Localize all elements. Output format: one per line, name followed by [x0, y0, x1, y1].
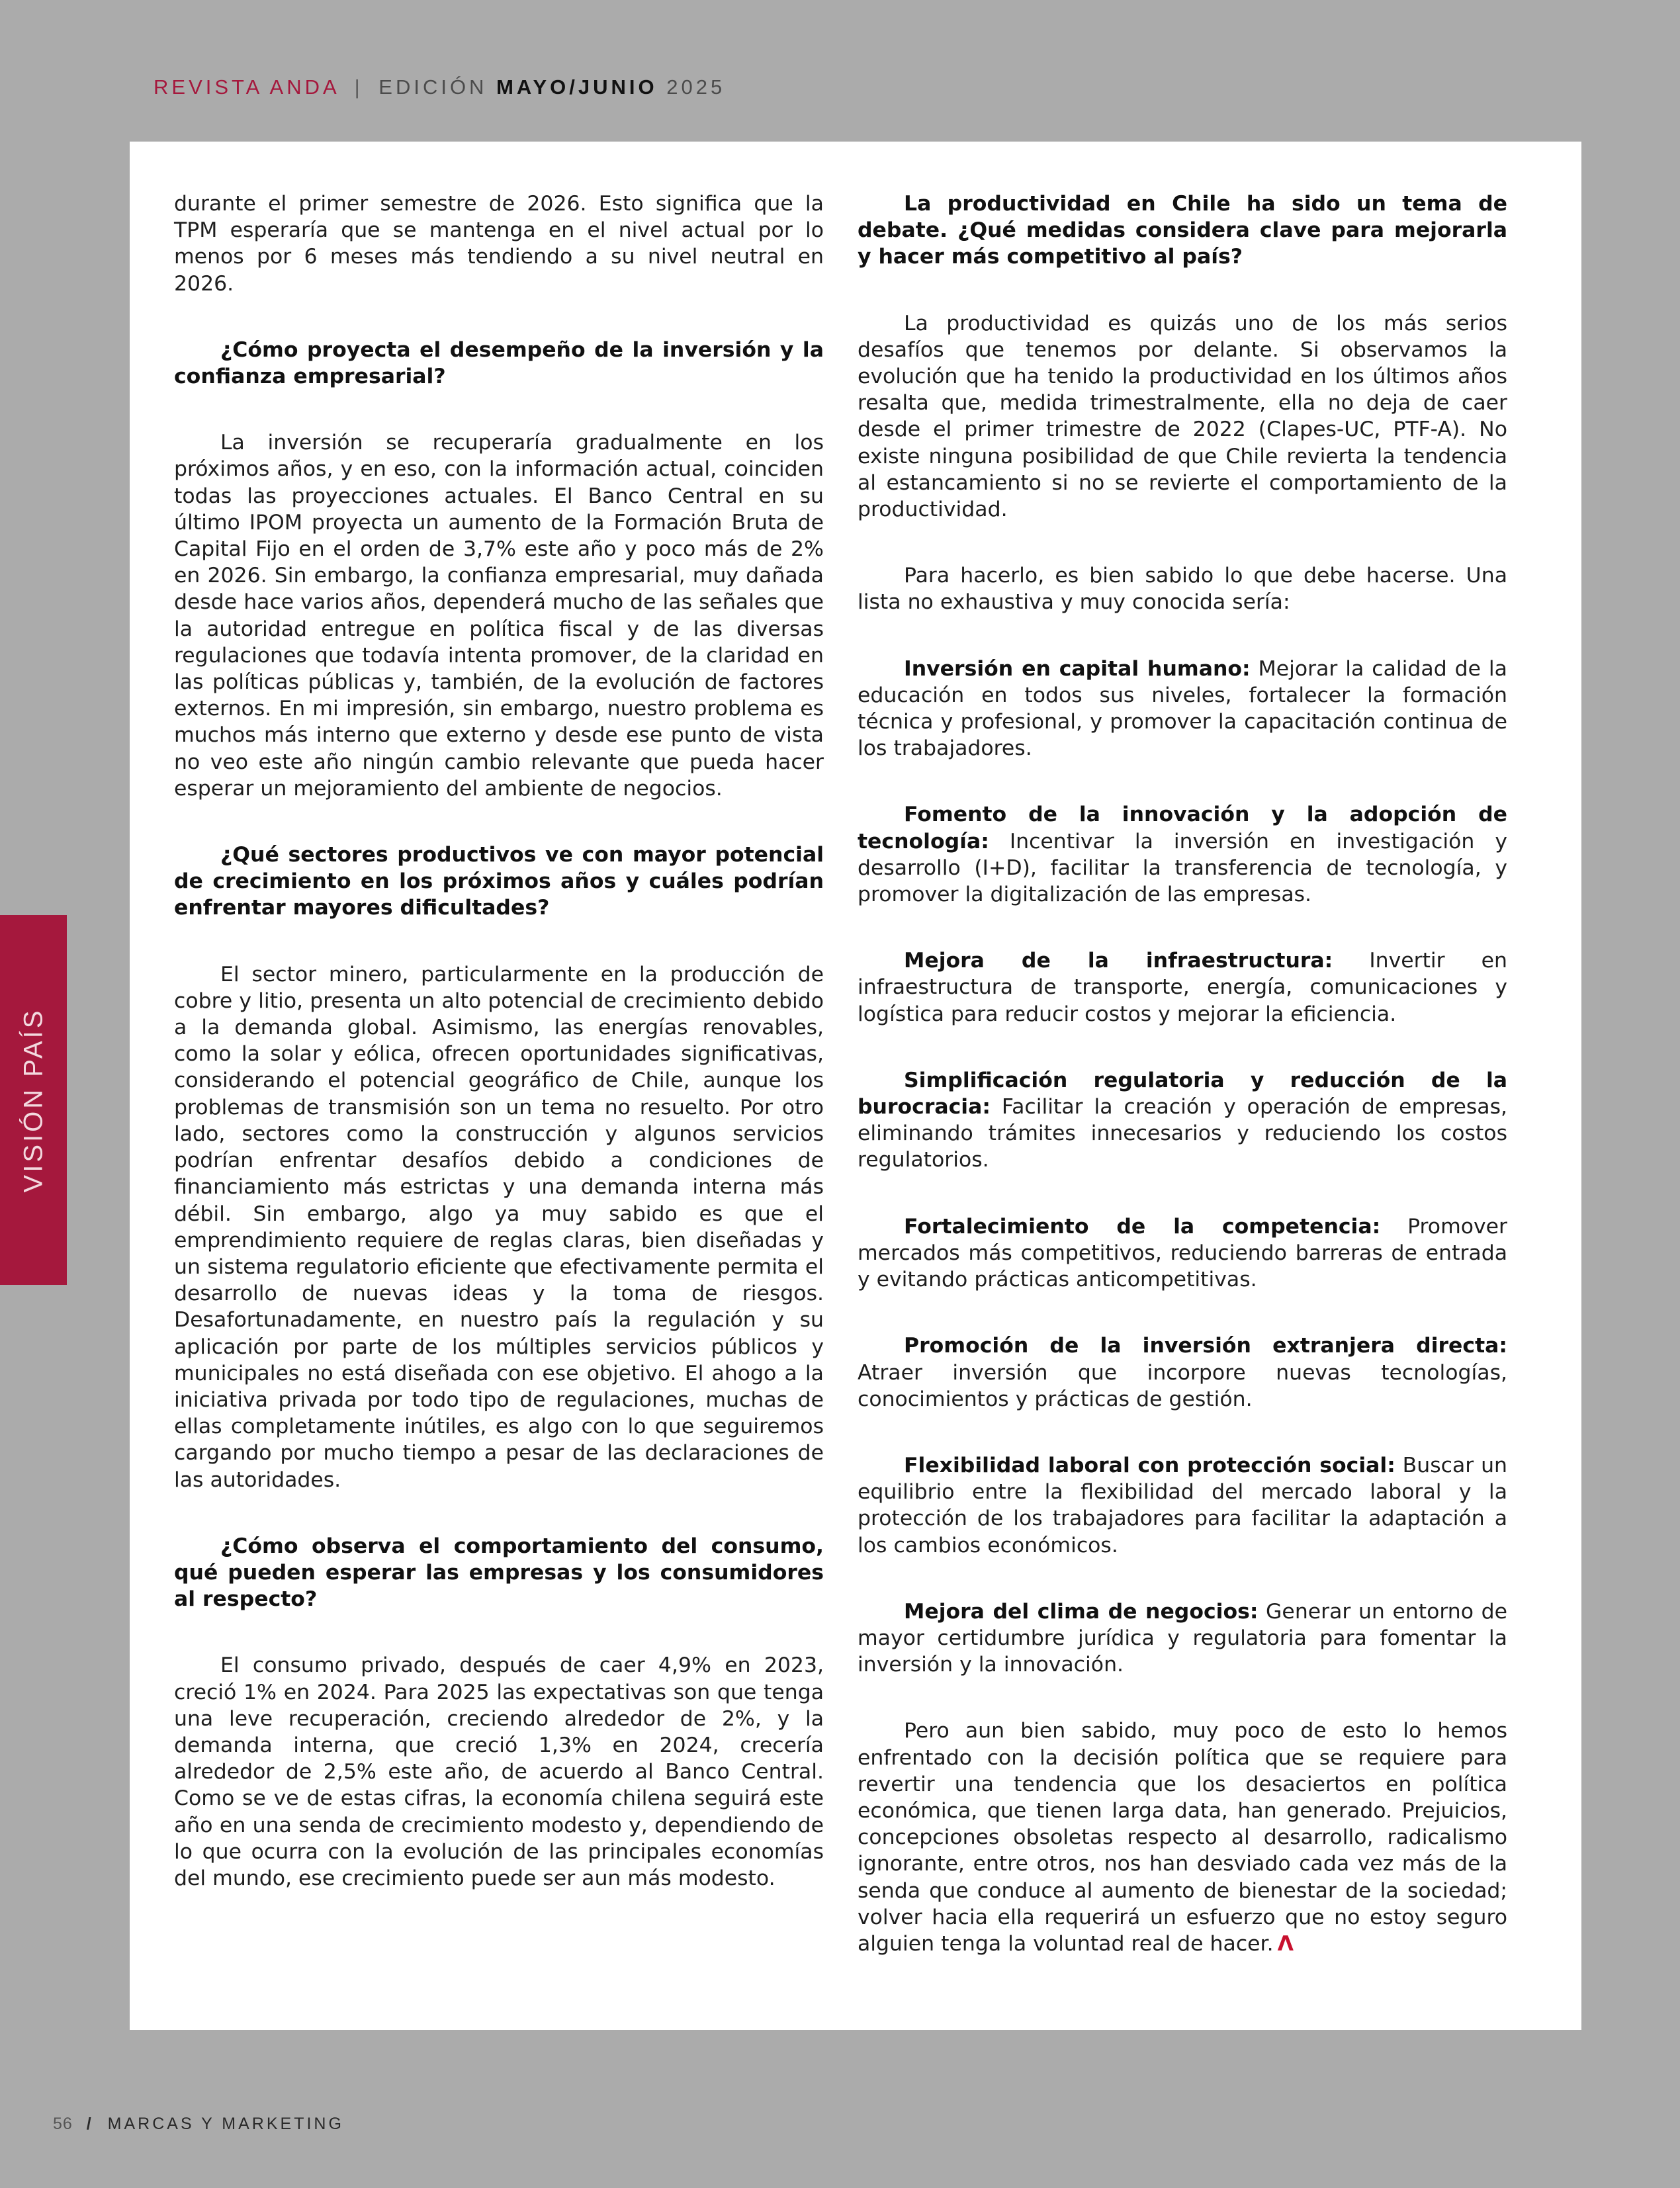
footer-section: MARCAS Y MARKETING — [107, 2115, 344, 2133]
answer-paragraph: El consumo privado, después de caer 4,9% en 2023, creció 1% en 2024. Para 2025 las expectativas son que tenga una leve recuperación, creciendo alrededor de 2%, y la demanda interna, que creció 1,3% en 2024, crecería alrededor de 2,5% este año, de acuerdo al Banco Central. Como se ve de estas cifras, la economía chilena seguirá este año en una senda de crecimiento modesto y, dependiendo de lo que ocurra con la evolución de las principales economías del mundo, ese crecimiento puede ser aun más modesto. — [174, 1653, 824, 1890]
page-number: 56 — [53, 2115, 73, 2133]
measure-text: Generar un entorno de mayor certidumbre jurídica y regulatoria para fomentar la inversión y la innovación. — [858, 1599, 1507, 1677]
measure-title: Mejora del clima de negocios: — [904, 1599, 1259, 1624]
closing-text: Pero aun bien sabido, muy poco de esto lo hemos enfrentado con la decisión política que se requiere para revertir una tendencia que los desaciertos en política económica, que tienen larga data, han generado. Prejuicios, concepciones obsoletas respecto al desarrollo, radicalismo ignorante, entre otros, nos han desviado cada vez más de la senda que conduce al aumento de bienestar de la sociedad; volver hacia ella requerirá un esfuerzo que no estoy seguro alguien tenga la voluntad real de hacer. — [858, 1719, 1507, 1956]
left-column — [174, 191, 824, 1931]
measure-item — [858, 1598, 1507, 1679]
closing-paragraph — [858, 1718, 1507, 1957]
measure-text: Mejorar la calidad de la educación en todos sus niveles, fortalecer la formación técnica y profesional, y promover la capacitación continua de los trabajadores. — [858, 656, 1507, 761]
end-mark-icon: Λ — [1277, 1931, 1294, 1956]
footer-separator: / — [86, 2115, 94, 2133]
measure-title: Flexibilidad laboral con protección social: — [904, 1453, 1395, 1477]
measure-text: Buscar un equilibrio entre la flexibilidad del mercado laboral y la protección de los trabajadores para facilitar la adaptación a los cambios económicos. — [858, 1453, 1508, 1557]
answer-paragraph: La productividad es quizás uno de los más serios desafíos que tenemos por delante. Si observamos la evolución que ha tenido la productividad en los últimos años resalta que, medida trimestralmente, ella no deja de caer desde el primer trimestre de 2022 (Clapes-UC, PTF-A). No existe ninguna posibilidad de que Chile revierta la tendencia al estancamiento si no se revierte el comportamiento de la productividad. — [858, 311, 1507, 522]
question-heading: ¿Cómo observa el comportamiento del consumo, qué pueden esperar las empresas y los consumidores al respecto? — [174, 1534, 824, 1612]
right-column — [858, 191, 1507, 1997]
section-label: VISIÓN PAÍS — [19, 1008, 48, 1192]
measure-item — [858, 947, 1507, 1028]
measure-item — [858, 1213, 1507, 1293]
measure-text: Invertir en infraestructura de transporte, energía, comunicaciones y logística para reducir costos y mejorar la eficiencia. — [858, 949, 1508, 1026]
measure-title: Inversión en capital humano: — [904, 656, 1251, 681]
measure-text: Incentivar la inversión en investigación y desarrollo (I+D), facilitar la transferencia de tecnología, y promover la digitalización de las empresas. — [858, 829, 1507, 907]
edition-label: EDICIÓN — [378, 75, 488, 99]
answer-paragraph: Para hacerlo, es bien sabido lo que debe hacerse. Una lista no exhaustiva y muy conocida sería: — [858, 564, 1507, 615]
measure-item — [858, 1452, 1507, 1559]
page-footer — [53, 2115, 344, 2134]
question-heading: ¿Qué sectores productivos ve con mayor potencial de crecimiento en los próximos años y cuáles podrían enfrentar mayores dificultades? — [174, 843, 824, 920]
magazine-name: REVISTA ANDA — [154, 75, 339, 99]
answer-paragraph: El sector minero, particularmente en la producción de cobre y litio, presenta un alto potencial de crecimiento debido a la demanda global. Asimismo, las energías renovables, como la solar y eólica, ofrecen oportunidades significativas, considerando el potencial geográfico de Chile, aunque los problemas de transmisión son un tema no resuelto. Por otro lado, sectores como la construcción y algunos servicios podrían enfrentar desafíos debido a condiciones de financiamiento más estrictas y una demanda interna más débil. Sin embargo, algo ya muy sabido es que el emprendimiento requiere de reglas claras, bien diseñadas y un sistema regulatorio eficiente que efectivamente permita el desarrollo de nuevas ideas y la toma de riesgos. Desafortunadamente, en nuestro país la regulación y su aplicación por parte de los múltiples servicios públicos y municipales no está diseñada con ese objetivo. El ahogo a la iniciativa privada por todo tipo de regulaciones, muchas de ellas completamente inútiles, es algo con lo que seguiremos cargando por mucho tiempo a pesar de las declaraciones de las autoridades. — [174, 962, 824, 1492]
header-separator: | — [354, 75, 363, 99]
paragraph: durante el primer semestre de 2026. Esto significa que la TPM esperaría que se mantenga en el nivel actual por lo menos por 6 meses más tendiendo a su nivel neutral en 2026. — [174, 192, 824, 296]
measure-title: Promoción de la inversión extranjera directa: — [904, 1334, 1507, 1358]
measure-item — [858, 1067, 1507, 1174]
running-header — [154, 75, 725, 99]
measure-title: Mejora de la infraestructura: — [904, 949, 1333, 973]
answer-paragraph: La inversión se recuperaría gradualmente en los próximos años, y en eso, con la información actual, coinciden todas las proyecciones actuales. El Banco Central en su último IPOM proyecta un aumento de la Formación Bruta de Capital Fijo en el orden de 3,7% este año y poco más de 2% en 2026. Sin embargo, la confianza empresarial, muy dañada desde hace varios años, dependerá mucho de las señales que la autoridad entregue en política fiscal y de las diversas regulaciones que todavía intenta promover, de la claridad en las políticas públicas y, también, de la evolución de factores externos. En mi impresión, sin embargo, nuestro problema es muchos más interno que externo y desde ese punto de vista no veo este año ningún cambio relevante que pueda hacer esperar un mejoramiento del ambiente de negocios. — [174, 431, 824, 801]
section-side-tab — [0, 915, 67, 1285]
measure-item — [858, 656, 1507, 762]
edition-year: 2025 — [666, 75, 726, 99]
measure-title: Fomento de la innovación y la adopción de tecnología: — [858, 803, 1507, 853]
measure-item — [858, 801, 1507, 908]
measure-text: Facilitar la creación y operación de empresas, eliminando trámites innecesarios y reduciendo los costos regulatorios. — [858, 1095, 1507, 1172]
measure-item — [858, 1333, 1507, 1413]
question-heading: La productividad en Chile ha sido un tema de debate. ¿Qué medidas considera clave para mejorarla y hacer más competitivo al país? — [858, 192, 1507, 269]
measure-text: Promover mercados más competitivos, reduciendo barreras de entrada y evitando prácticas anticompetitivas. — [858, 1214, 1507, 1292]
measure-text: Atraer inversión que incorpore nuevas tecnologías, conocimientos y prácticas de gestión. — [858, 1360, 1507, 1411]
measure-title: Fortalecimiento de la competencia: — [904, 1214, 1381, 1239]
measure-title: Simplificación regulatoria y reducción de la burocracia: — [858, 1068, 1507, 1119]
question-heading: ¿Cómo proyecta el desempeño de la inversión y la confianza empresarial? — [174, 337, 824, 389]
edition-months: MAYO/JUNIO — [496, 75, 658, 99]
